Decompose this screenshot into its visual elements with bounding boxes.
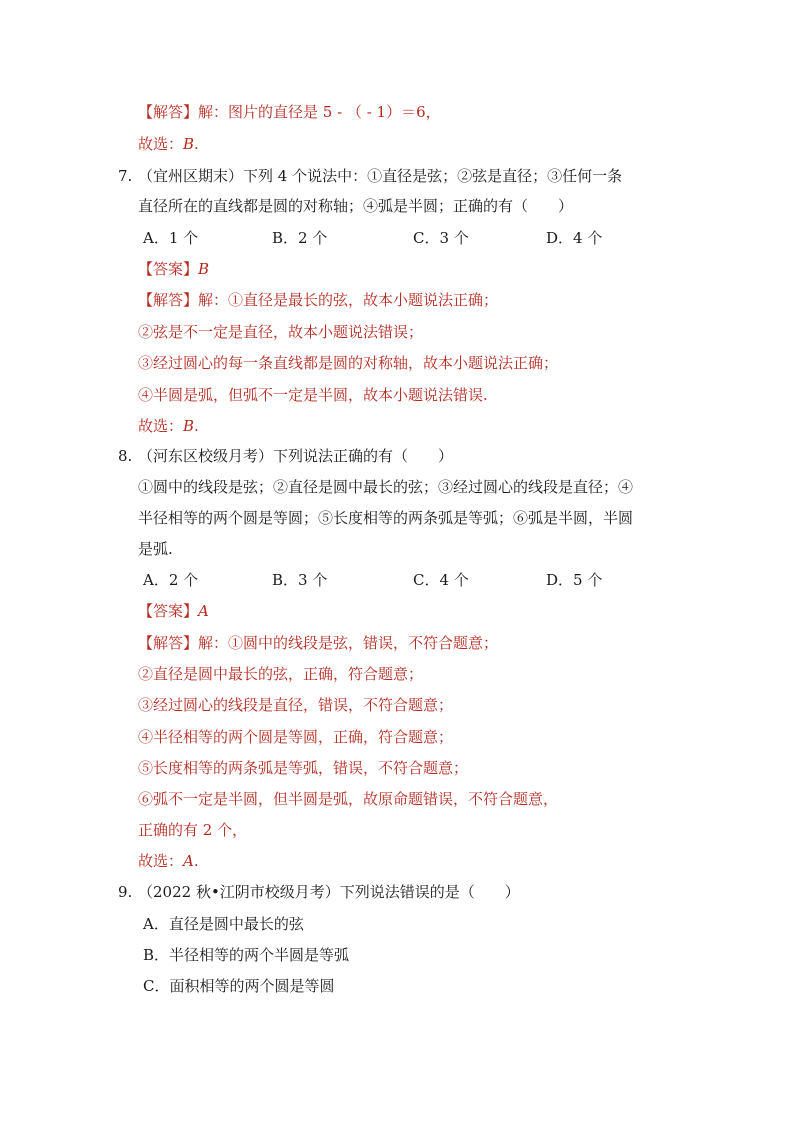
choose-letter: B (183, 135, 195, 153)
q8-choose: 故选：A. (138, 852, 199, 870)
q7-analysis-line4: ④半圆是弧，但弧不一定是半圆，故本小题说法错误. (138, 386, 488, 404)
q8-count: 正确的有 2 个， (138, 821, 248, 839)
prev-choose: 故选：B. (138, 135, 199, 153)
q8-option-c: C．4 个 (413, 571, 469, 589)
q7-analysis-line2: ②弦是不一定是直径，故本小题说法错误； (138, 323, 424, 341)
q8-number: 8. (118, 447, 133, 465)
q8-analysis-line2: ②直径是圆中最长的弦，正确，符合题意； (138, 665, 424, 683)
q9-option-a: A．直径是圆中最长的弦 (143, 915, 304, 933)
q8-analysis-line3: ③经过圆心的线段是直径，错误，不符合题意； (138, 696, 454, 714)
q7-option-a: A．1 个 (143, 229, 199, 247)
q7-number: 7. (118, 167, 133, 185)
q9-option-c: C．面积相等的两个圆是等圆 (143, 977, 335, 995)
q9-stem-line1: （2022 秋•江阴市校级月考）下列说法错误的是（ ） (138, 883, 520, 901)
q8-stem-line1: （河东区校级月考）下列说法正确的有（ ） (138, 447, 454, 465)
analysis-tag: 【解答】 (138, 103, 199, 121)
q8-analysis-line5: ⑤长度相等的两条弧是等弧，错误，不符合题意； (138, 759, 469, 777)
q8-option-b: B．3 个 (272, 571, 328, 589)
q7-option-d: D．4 个 (546, 229, 603, 247)
q8-analysis-line1: 【解答】解：①圆中的线段是弦，错误，不符合题意； (138, 634, 499, 652)
q8-option-a: A．2 个 (143, 571, 199, 589)
q7-option-b: B．2 个 (272, 229, 328, 247)
analysis-text: 解：图片的直径是 5 - （ - 1）＝6， (198, 103, 441, 121)
prev-analysis (138, 102, 441, 122)
q8-analysis-line6: ⑥弧不一定是半圆，但半圆是弧，故原命题错误，不符合题意， (138, 790, 559, 808)
q9-option-b: B．半径相等的两个半圆是等弧 (143, 946, 350, 964)
q8-stem-line3: 半径相等的两个圆是等圆；⑤长度相等的两条弧是等弧；⑥弧是半圆，半圆 (138, 509, 634, 527)
q8-stem-line4: 是弧. (138, 540, 173, 558)
answer-letter: A (198, 602, 209, 620)
q7-stem-line1: （宜州区期末）下列 4 个说法中：①直径是弦；②弦是直径；③任何一条 (138, 167, 623, 185)
q7-analysis-line1: 【解答】解：①直径是最长的弦，故本小题说法正确； (138, 291, 499, 309)
q9-number: 9. (118, 883, 133, 901)
q7-stem-line2: 直径所在的直线都是圆的对称轴；④弧是半圆；正确的有（ ） (138, 197, 574, 215)
answer-letter: B (198, 260, 210, 278)
q8-option-d: D．5 个 (546, 571, 603, 589)
q7-choose: 故选：B. (138, 417, 199, 435)
q7-answer: 【答案】B (138, 260, 210, 278)
q7-analysis-line3: ③经过圆心的每一条直线都是圆的对称轴，故本小题说法正确； (138, 354, 559, 372)
q8-stem-line2: ①圆中的线段是弦；②直径是圆中最长的弦；③经过圆心的线段是直径；④ (138, 478, 634, 496)
q7-option-c: C．3 个 (413, 229, 469, 247)
q8-analysis-line4: ④半径相等的两个圆是等圆，正确，符合题意； (138, 728, 454, 746)
q8-answer: 【答案】A (138, 602, 209, 620)
